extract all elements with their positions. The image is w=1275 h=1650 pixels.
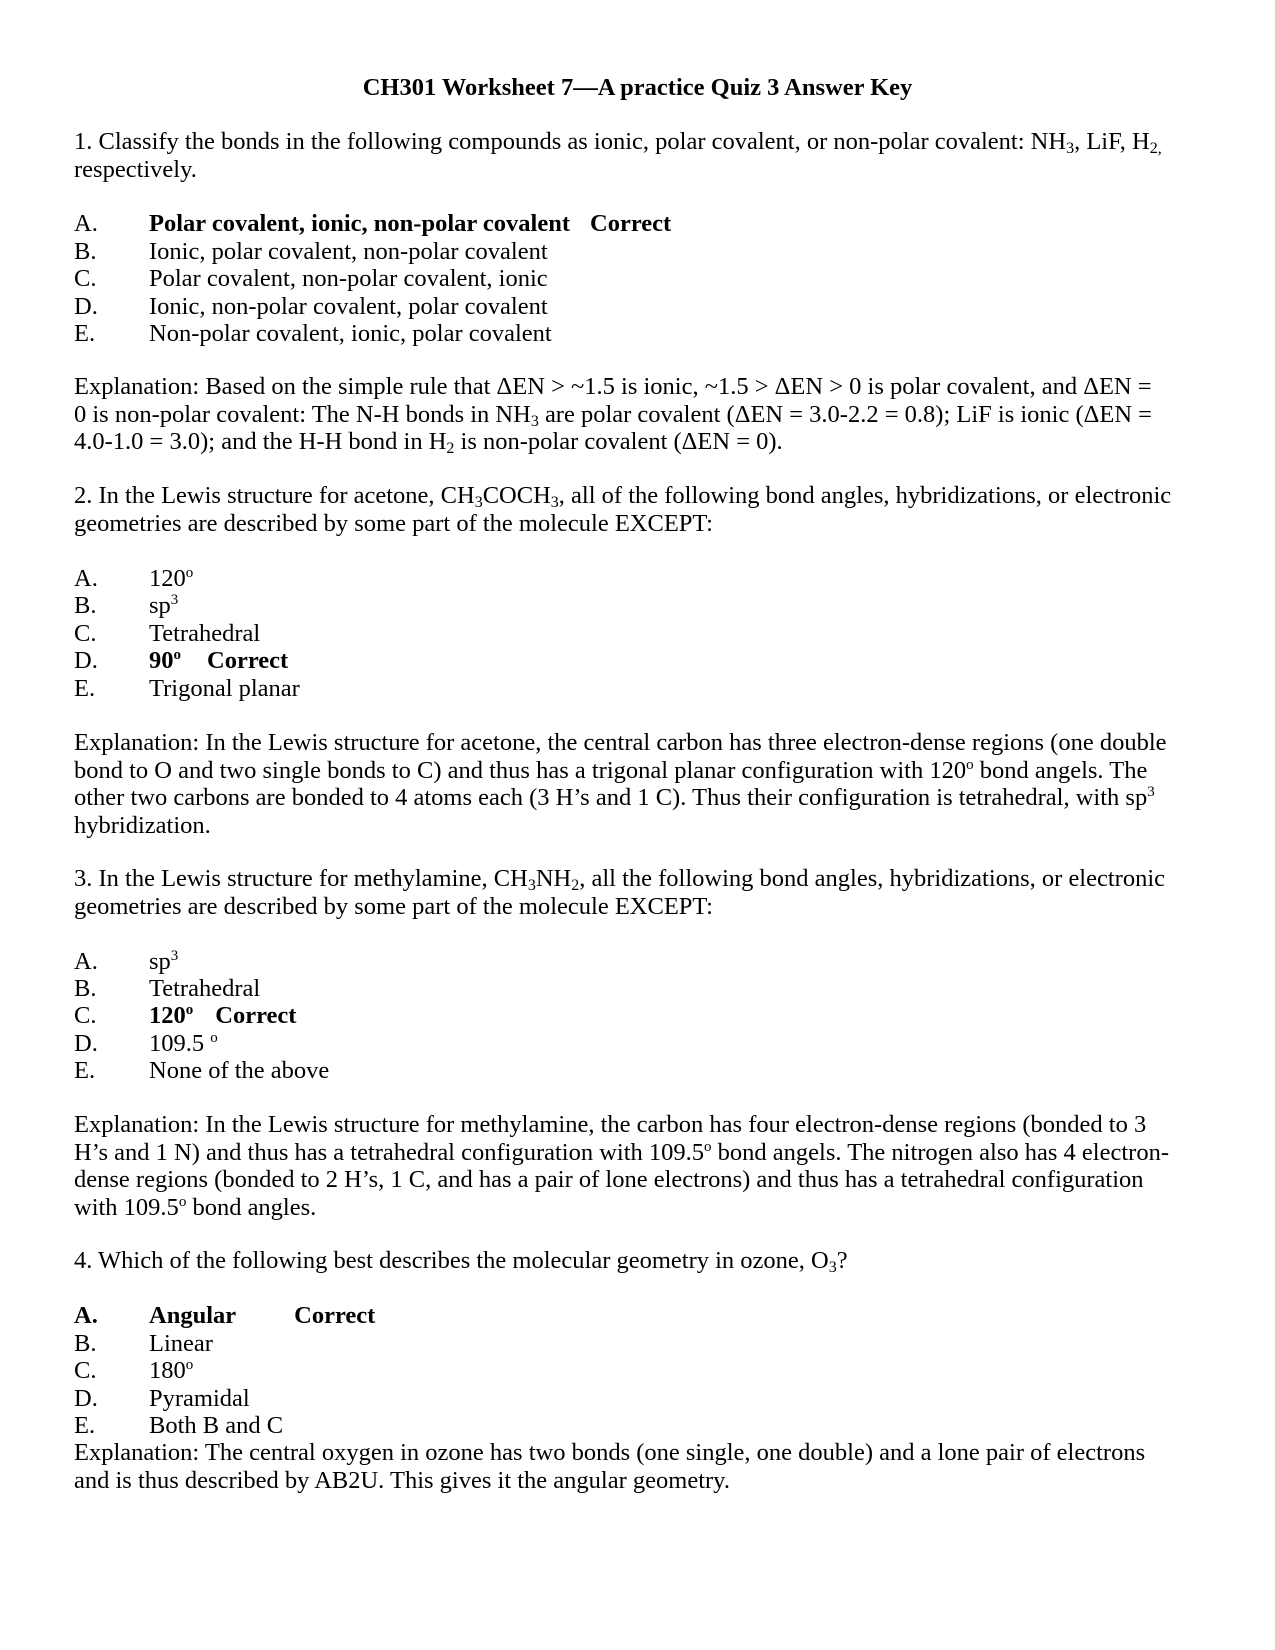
- correct-mark: Correct: [590, 210, 672, 237]
- correct-mark: Correct: [294, 1302, 376, 1329]
- question-3-prompt: 3. In the Lewis structure for methylamine, $CH_3NH_2$, all the following bond angles, hybridizations, or electronic geometries are described by some part of the molecule EXCEPT:: [74, 865, 1166, 920]
- question-1-prompt: 1. Classify the bonds in the following compounds as ionic, polar covalent, or non-polar covalent: $NH_3$, LiF, $H_{2,}$ respectively.: [74, 128, 1162, 183]
- correct-mark: Correct: [207, 647, 289, 674]
- correct-mark: Correct: [215, 1002, 297, 1029]
- document-page: CH301 Worksheet 7—A practice Quiz 3 Answer Key 1. Classify the bonds in the following compounds as ionic, polar covalent, or non-polar covalent: $NH_3$, LiF, $H_{2,}$ respectively. A. Polar covalent, ionic, non-polar covalent Correct B. Ionic, polar covalent, non-polar covalent C. Polar covalent, non-polar covalent, ionic D. Ionic, non-polar covalent, polar covalent E. Non-polar covalent, ionic, polar covalent Explanation: Based on the simple rule that ΔEN > ~1.5 is ionic, ~1.5 > ΔEN > 0 is polar covalent, and ΔEN = 0 is non-polar covalent: The N-H bonds in $NH_3$ are polar covalent (ΔEN = 3.0-2.2 = 0.8); LiF is ionic (ΔEN = 4.0-1.0 = 3.0); and the H-H bond in $H_2$ is non-polar covalent (ΔEN = 0). 2. In the Lewis structure for acetone, $CH_3COCH_3$, all of the following bond angles, hybridizations, or electronic geometries are described by some part of the molecule EXCEPT: A. 120$^o$ B. $sp^3$ C. Tetrahedral D. 90$^o$ Correct E. Trigonal planar Explanation: In the Lewis structure for acetone, the central carbon has three electron-dense regions (one double bond to O and two single bonds to C) and thus has a trigonal planar configuration with 120$^o$ bond angels. The other two carbons are bonded to 4 atoms each (3 H’s and 1 C). Thus their configuration is tetrahedral, with $sp^3$ hybridization. 3. In the Lewis structure for methylamine, $CH_3NH_2$, all the following bond angles, hybridizations, or electronic geometries are described by some part of the molecule EXCEPT: A. $sp^3$ B. Tetrahedral C. 120$^o$ Correct D. 109.5 $^o$ E. None of the above Explanation: In the Lewis structure for methylamine, the carbon has four electron-dense regions (bonded to 3 H’s and 1 N) and thus has a tetrahedral configuration with 109.5$^o$ bond angels. The nitrogen also has 4 electron- dense regions (bonded to 2 H’s, 1 C, and has a pair of lone electrons) and thus has a tetrahedral configuration with 109.5$^o$ bond angles. 4. Which of the following best describes the molecular geometry in ozone, $O_3$? A. Angular Correct B. Linear C. 180$^o$ D. Pyramidal E. Both B and C Explanation: The central oxygen in ozone has two bonds (one single, one double) and a lone pair of electrons and is thus described by AB2U. This gives it the angular geometry.: [0, 0, 1275, 1650]
- question-3-explanation: Explanation: In the Lewis structure for methylamine, the carbon has four electron-dense regions (bonded to 3 H’s and 1 N) and thus has a tetrahedral configuration with 109.5$^o$ bond angels. The nitrogen also has 4 electron- dense regions (bonded to 2 H’s, 1 C, and has a pair of lone electrons) and thus has a tetrahedral configuration with 109.5$^o$ bond angles.: [74, 1111, 1169, 1221]
- question-2-prompt: 2. In the Lewis structure for acetone, $CH_3COCH_3$, all of the following bond angles, hybridizations, or electronic geometries are described by some part of the molecule EXCEPT:: [74, 482, 1172, 537]
- question-2-explanation: Explanation: In the Lewis structure for acetone, the central carbon has three electron-dense regions (one double bond to O and two single bonds to C) and thus has a trigonal planar configuration with 120$^o$ bond angels. The other two carbons are bonded to 4 atoms each (3 H’s and 1 C). Thus their configuration is tetrahedral, with $sp^3$ hybridization.: [74, 729, 1167, 839]
- question-4-prompt: 4. Which of the following best describes the molecular geometry in ozone, $O_3$?: [74, 1247, 848, 1276]
- question-1-explanation: Explanation: Based on the simple rule that ΔEN > ~1.5 is ionic, ~1.5 > ΔEN > 0 is polar covalent, and ΔEN = 0 is non-polar covalent: The N-H bonds in $NH_3$ are polar covalent (ΔEN = 3.0-2.2 = 0.8); LiF is ionic (ΔEN = 4.0-1.0 = 3.0); and the H-H bond in $H_2$ is non-polar covalent (ΔEN = 0).: [74, 373, 1152, 457]
- question-4-explanation: Explanation: The central oxygen in ozone has two bonds (one single, one double) and a lone pair of electrons and is thus described by AB2U. This gives it the angular geometry.: [74, 1439, 1146, 1494]
- page-title: CH301 Worksheet 7—A practice Quiz 3 Answer Key: [362, 74, 913, 101]
